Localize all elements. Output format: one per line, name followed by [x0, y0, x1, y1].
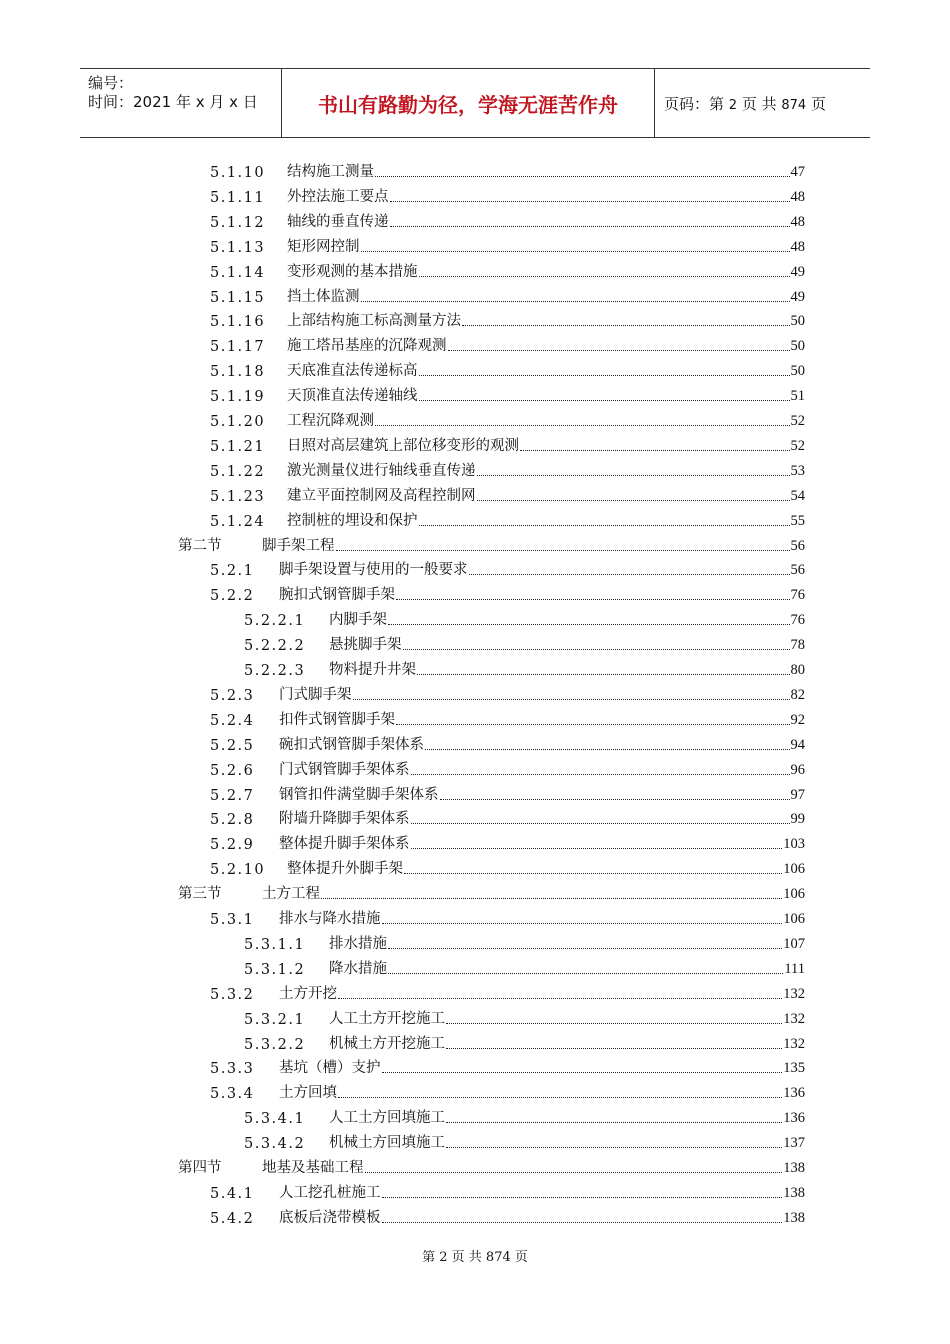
toc-entry[interactable] [210, 308, 805, 330]
toc-entry-page: 82 [790, 686, 805, 703]
toc-entry[interactable] [210, 508, 805, 530]
toc-entry-page: 99 [790, 811, 805, 828]
toc-leader-dots [338, 1097, 782, 1098]
toc-entry-page: 56 [790, 562, 805, 579]
toc-entry[interactable] [210, 707, 805, 729]
toc-entry-title: 内脚手架 [329, 612, 387, 629]
toc-entry-title: 物料提升井架 [329, 662, 416, 678]
toc-leader-dots [388, 948, 782, 949]
toc-leader-dots [446, 1048, 782, 1049]
toc-entry-page: 52 [790, 413, 805, 429]
toc-leader-dots [382, 923, 783, 924]
toc-entry-title: 降水措施 [329, 960, 387, 977]
toc-entry[interactable] [244, 1031, 805, 1053]
toc-entry-number: 5.2.7 [210, 787, 255, 804]
toc-entry-number: 5.2.9 [210, 837, 255, 854]
toc-entry-title: 矩形网控制 [287, 238, 360, 255]
toc-entry-number: 5.3.3 [210, 1061, 255, 1078]
toc-entry-title: 天顶准直法传递轴线 [287, 388, 418, 405]
toc-entry-page: 54 [790, 487, 805, 504]
toc-entry-title: 人工挖孔桩施工 [279, 1184, 381, 1201]
toc-leader-dots [382, 1222, 783, 1223]
toc-leader-dots [396, 724, 790, 725]
toc-entry-title: 门式脚手架 [279, 686, 352, 703]
header-page-info [664, 93, 826, 114]
toc-entry-page: 92 [790, 711, 805, 728]
toc-entry-title: 地基及基础工程 [262, 1160, 364, 1176]
toc-entry-page: 78 [790, 637, 805, 654]
toc-entry-page: 96 [790, 761, 805, 778]
toc-entry-number: 第三节 [178, 886, 222, 903]
toc-entry-number: 5.3.2.1 [244, 1011, 306, 1028]
toc-entry-page: 76 [790, 587, 805, 604]
toc-entry[interactable] [210, 483, 805, 505]
toc-leader-dots [353, 699, 790, 700]
toc-entry[interactable] [210, 557, 805, 579]
toc-entry-page: 48 [790, 238, 805, 255]
toc-entry-page: 137 [783, 1135, 805, 1152]
toc-leader-dots [440, 799, 790, 800]
toc-entry[interactable] [210, 1080, 805, 1102]
toc-leader-dots [477, 475, 790, 476]
toc-entry-page: 55 [790, 512, 805, 529]
toc-entry-page: 48 [790, 188, 805, 205]
toc-entry-number: 5.2.8 [210, 812, 255, 829]
toc-entry-page: 138 [783, 1209, 805, 1226]
toc-entry-number: 5.1.21 [210, 438, 266, 455]
toc-entry[interactable] [210, 383, 805, 405]
toc-entry[interactable] [210, 1055, 805, 1077]
toc-entry-title: 工程沉降观测 [287, 413, 374, 429]
toc-entry-page: 80 [790, 662, 805, 678]
toc-entry-number: 5.1.10 [210, 165, 266, 181]
toc-leader-dots [446, 1023, 782, 1024]
toc-entry-page: 135 [783, 1060, 805, 1077]
document-id-label: 编号： [88, 74, 134, 92]
header-meta [88, 69, 280, 137]
toc-entry-number: 5.2.3 [210, 687, 255, 704]
toc-leader-dots [411, 774, 790, 775]
header-divider [654, 69, 655, 137]
toc-entry-page: 50 [790, 363, 805, 380]
toc-entry-number: 5.1.23 [210, 488, 266, 505]
toc-entry[interactable] [244, 607, 805, 629]
toc-entry-number: 5.2.2.3 [244, 663, 306, 679]
toc-entry[interactable] [210, 682, 805, 704]
toc-leader-dots [446, 1122, 782, 1123]
toc-entry-number: 5.3.1 [210, 912, 255, 928]
toc-entry-page: 94 [790, 736, 805, 753]
toc-entry-page: 53 [790, 462, 805, 479]
toc-entry[interactable] [210, 408, 805, 430]
toc-entry-title: 整体提升脚手架体系 [279, 836, 410, 853]
toc-entry-number: 5.3.2 [210, 986, 255, 1003]
toc-entry-page: 132 [783, 1035, 805, 1052]
toc-leader-dots [520, 450, 790, 451]
toc-entry-number: 第四节 [178, 1160, 222, 1176]
document-time-label: 时间：2021 年 x 月 x 日 [88, 93, 258, 111]
toc-entry-page: 136 [783, 1110, 805, 1127]
toc-leader-dots [396, 599, 790, 600]
toc-entry-page: 106 [783, 886, 805, 903]
toc-entry-page: 76 [790, 612, 805, 629]
toc-entry-title: 整体提升外脚手架 [287, 861, 403, 878]
toc-entry-title: 排水与降水措施 [279, 911, 381, 927]
toc-entry-title: 土方回填 [279, 1085, 337, 1102]
toc-entry-page: 47 [790, 164, 805, 180]
toc-entry-title: 扣件式钢管脚手架 [279, 711, 395, 728]
toc-entry-number: 5.2.2 [210, 588, 255, 605]
toc-entry-page: 132 [783, 1010, 805, 1027]
toc-entry-page: 50 [790, 313, 805, 330]
toc-entry-title: 排水措施 [329, 935, 387, 952]
toc-leader-dots [336, 550, 790, 551]
toc-entry[interactable] [178, 881, 805, 903]
toc-entry[interactable] [178, 1155, 805, 1177]
toc-leader-dots [403, 649, 790, 650]
toc-entry[interactable] [244, 632, 805, 654]
toc-entry-number: 5.3.1.1 [244, 936, 306, 953]
toc-leader-dots [446, 1147, 782, 1148]
toc-entry[interactable] [210, 259, 805, 281]
toc-entry-title: 轴线的垂直传递 [287, 213, 389, 230]
toc-entry-page: 138 [783, 1184, 805, 1201]
toc-entry[interactable] [210, 582, 805, 604]
toc-entry-page: 138 [783, 1160, 805, 1176]
toc-entry-page: 136 [783, 1085, 805, 1102]
toc-entry-title: 挡土体监测 [287, 288, 360, 305]
toc-entry-number: 5.1.12 [210, 214, 266, 231]
toc-entry[interactable] [210, 757, 805, 779]
toc-entry-page: 50 [790, 338, 805, 355]
toc-entry-number: 5.1.15 [210, 289, 266, 306]
toc-entry-number: 5.1.18 [210, 364, 266, 381]
toc-entry-title: 碗扣式钢管脚手架体系 [279, 736, 424, 753]
toc-entry-page: 103 [783, 836, 805, 853]
toc-entry[interactable] [244, 1130, 805, 1152]
toc-entry-page: 111 [784, 960, 805, 977]
toc-entry-title: 附墙升降脚手架体系 [279, 811, 410, 828]
page-total: 874 [781, 98, 807, 113]
toc-entry-number: 5.4.2 [210, 1210, 255, 1227]
toc-leader-dots [382, 1197, 783, 1198]
toc-entry-title: 控制桩的埋设和保护 [287, 512, 418, 529]
toc-leader-dots [361, 301, 790, 302]
toc-entry-number: 5.2.4 [210, 712, 255, 729]
toc-entry[interactable] [244, 657, 805, 679]
toc-entry[interactable] [210, 831, 805, 853]
toc-entry-title: 底板后浇带模板 [279, 1209, 381, 1226]
toc-entry[interactable] [210, 234, 805, 256]
page-mid: 页 共 [737, 95, 782, 113]
toc-leader-dots [375, 425, 790, 426]
toc-entry[interactable] [210, 458, 805, 480]
toc-entry[interactable] [210, 1180, 805, 1202]
toc-entry[interactable] [210, 209, 805, 231]
toc-leader-dots [417, 674, 790, 675]
toc-entry-page: 52 [790, 437, 805, 454]
toc-entry-number: 5.2.6 [210, 762, 255, 779]
toc-entry-title: 结构施工测量 [287, 164, 374, 180]
toc-entry-number: 5.3.2.2 [244, 1036, 306, 1053]
toc-entry-page: 56 [790, 537, 805, 554]
toc-entry-number: 5.3.4.2 [244, 1136, 306, 1153]
toc-entry[interactable] [210, 358, 805, 380]
toc-leader-dots [419, 375, 790, 376]
toc-entry-title: 土方开挖 [279, 985, 337, 1002]
toc-leader-dots [419, 525, 790, 526]
toc-leader-dots [388, 973, 783, 974]
page-suffix: 页 [806, 95, 826, 113]
toc-entry[interactable] [178, 533, 805, 555]
toc-entry-title: 上部结构施工标高测量方法 [287, 313, 461, 330]
toc-entry-number: 第二节 [178, 537, 222, 554]
toc-entry-number: 5.1.24 [210, 513, 266, 530]
toc-leader-dots [390, 226, 790, 227]
toc-leader-dots [419, 276, 790, 277]
toc-entry-title: 施工塔吊基座的沉降观测 [287, 338, 447, 355]
toc-leader-dots [388, 624, 790, 625]
toc-leader-dots [382, 1072, 783, 1073]
header-motto: 书山有路勤为径，学海无涯苦作舟 [318, 93, 618, 117]
toc-entry-page: 107 [783, 935, 805, 952]
toc-entry-title: 人工土方开挖施工 [329, 1010, 445, 1027]
toc-entry[interactable] [210, 284, 805, 306]
toc-entry-number: 5.1.22 [210, 463, 266, 480]
toc-entry-title: 变形观测的基本措施 [287, 263, 418, 280]
toc-entry-title: 外控法施工要点 [287, 188, 389, 205]
toc-entry-title: 天底准直法传递标高 [287, 363, 418, 380]
page-number: 2 [728, 98, 738, 113]
toc-entry-number: 5.3.1.2 [244, 961, 306, 978]
toc-entry[interactable] [210, 732, 805, 754]
toc-entry[interactable] [210, 159, 805, 181]
toc-leader-dots [469, 574, 790, 575]
toc-entry-number: 5.1.14 [210, 264, 266, 281]
toc-entry[interactable] [244, 1006, 805, 1028]
toc-leader-dots [404, 873, 782, 874]
toc-entry-title: 门式钢管脚手架体系 [279, 761, 410, 778]
toc-entry-title: 脚手架工程 [262, 537, 335, 554]
toc-entry-number: 5.4.1 [210, 1185, 255, 1202]
page-header [80, 68, 870, 138]
toc-entry-title: 建立平面控制网及高程控制网 [287, 487, 476, 504]
toc-entry[interactable] [244, 1105, 805, 1127]
toc-leader-dots [448, 350, 790, 351]
toc-entry[interactable] [244, 956, 805, 978]
page-prefix: 页码：第 [664, 95, 729, 113]
toc-leader-dots [411, 848, 783, 849]
toc-entry[interactable] [210, 981, 805, 1003]
toc-entry[interactable] [210, 184, 805, 206]
toc-entry-title: 激光测量仪进行轴线垂直传递 [287, 462, 476, 479]
toc-entry[interactable] [210, 1205, 805, 1227]
toc-entry-title: 土方工程 [262, 886, 320, 903]
toc-entry-page: 51 [790, 388, 805, 405]
toc-entry-page: 97 [790, 786, 805, 803]
toc-entry-number: 5.2.10 [210, 862, 266, 879]
toc-entry-number: 5.2.1 [210, 563, 255, 580]
toc-leader-dots [419, 400, 790, 401]
toc-entry-number: 5.1.20 [210, 414, 266, 430]
toc-leader-dots [321, 898, 782, 899]
toc-entry[interactable] [210, 333, 805, 355]
toc-entry[interactable] [244, 931, 805, 953]
toc-leader-dots [390, 201, 790, 202]
toc-entry-number: 5.1.13 [210, 239, 266, 256]
toc-entry-page: 106 [783, 911, 805, 927]
toc-entry[interactable] [210, 806, 805, 828]
toc-entry-number: 5.2.5 [210, 737, 255, 754]
toc-entry-number: 5.1.19 [210, 389, 266, 406]
toc-entry-title: 日照对高层建筑上部位移变形的观测 [287, 437, 519, 454]
toc-leader-dots [365, 1172, 783, 1173]
toc-entry-title: 钢管扣件满堂脚手架体系 [279, 786, 439, 803]
toc-leader-dots [338, 998, 782, 999]
toc-entry-number: 5.2.2.1 [244, 613, 306, 630]
toc-entry-page: 106 [783, 861, 805, 878]
toc-leader-dots [375, 176, 790, 177]
toc-entry-number: 5.1.11 [210, 189, 266, 206]
toc-entry-title: 基坑（槽）支护 [279, 1060, 381, 1077]
toc-leader-dots [477, 500, 790, 501]
toc-entry-page: 132 [783, 985, 805, 1002]
toc-entry-number: 5.1.17 [210, 339, 266, 356]
toc-entry[interactable] [210, 906, 805, 928]
toc-entry-title: 机械土方开挖施工 [329, 1035, 445, 1052]
toc-entry-title: 脚手架设置与使用的一般要求 [279, 562, 468, 579]
toc-entry-title: 人工土方回填施工 [329, 1110, 445, 1127]
toc-entry[interactable] [210, 782, 805, 804]
toc-entry-number: 5.1.16 [210, 314, 266, 331]
page-footer: 第 2 页 共 874 页 [422, 1250, 528, 1265]
toc-entry-title: 悬挑脚手架 [329, 637, 402, 654]
toc-entry[interactable] [210, 433, 805, 455]
toc-entry-number: 5.3.4 [210, 1086, 255, 1103]
toc-leader-dots [425, 749, 790, 750]
toc-entry-page: 49 [790, 288, 805, 305]
toc-leader-dots [462, 325, 790, 326]
toc-entry-number: 5.3.4.1 [244, 1111, 306, 1128]
toc-entry-title: 腕扣式钢管脚手架 [279, 587, 395, 604]
toc-leader-dots [361, 251, 790, 252]
toc-entry-page: 49 [790, 263, 805, 280]
toc-leader-dots [411, 823, 790, 824]
toc-entry-title: 机械土方回填施工 [329, 1135, 445, 1152]
toc-entry-number: 5.2.2.2 [244, 638, 306, 655]
toc-entry[interactable] [210, 856, 805, 878]
toc-entry-page: 48 [790, 213, 805, 230]
